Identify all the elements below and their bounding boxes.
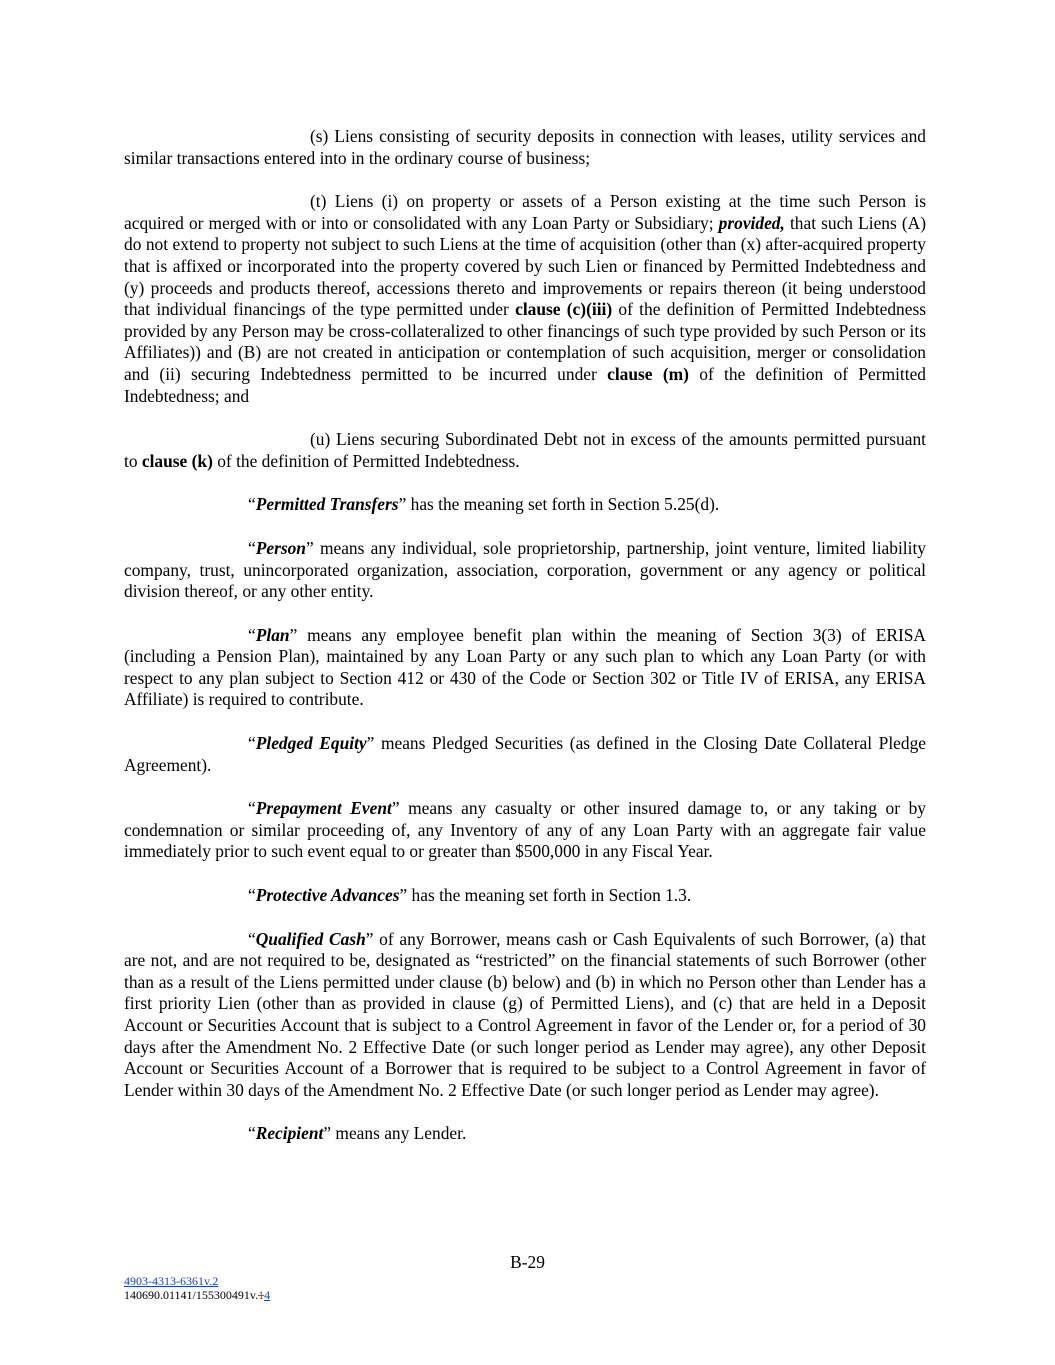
open-quote: “ (248, 537, 256, 558)
open-quote: “ (248, 798, 256, 819)
definition-text: ” means Pledged Securities (as defined in the Closing Date Collateral Pledge Agreement). (124, 733, 926, 775)
term-prepayment-event: Prepayment Event (255, 798, 392, 819)
clause-s-text: (s) Liens consisting of security deposits in connection with leases, utility services and similar transactions entered into in the ordinary course of business; (124, 126, 926, 168)
clause-t-part1: (t) Liens (i) on property or assets of a Person existing at the time such Person is acquired or merged with or into or consolidated with any Loan Party or Subsidiary; (124, 191, 926, 233)
definition-text: ” means any Lender. (323, 1123, 467, 1144)
clause-t (124, 191, 926, 407)
definition-text: ” means any individual, sole proprietorship, partnership, joint venture, limited liability company, trust, unincorporated organization, association, corporation, government or any agency or political division thereof, or any other entity. (124, 537, 926, 602)
definition-text: ” of any Borrower, means cash or Cash Equivalents of such Borrower, (a) that are not, and are not required to be, designated as “restricted” on the financial statements of such Borrower (other than as a result of the Liens permitted under clause (b) below) and (b) in which no Person other than Lender has a first priority Lien (other than as provided in clause (g) of Permitted Liens), and (c) that are held in a Deposit Account or Securities Account that is subject to a Control Agreement in favor of the Lender or, for a period of 30 days after the Amendment No. 2 Effective Date (or such longer period as Lender may agree), any other Deposit Account or Securities Account of a Borrower that is required to be subject to a Control Agreement in favor of Lender within 30 days of the Amendment No. 2 Effective Date (or such longer period as Lender may agree). (124, 928, 926, 1100)
clause-u-part2: of the definition of Permitted Indebtedness. (212, 450, 520, 471)
clause-t-part3: of the definition of Permitted Indebtedness provided by any Person may be cross-collateralized to other financings of such type provided by such Person or its Affiliates)) and (B) are not created in anticipation or contemplation of such acquisition, merger or consolidation and (ii) securing Indebtedness permitted to be incurred under (124, 299, 927, 384)
definition-prepayment-event (124, 798, 926, 863)
term-pledged-equity: Pledged Equity (255, 733, 367, 754)
open-quote: “ (248, 1123, 256, 1144)
doc-id-primary: 4903-4313-6361v.2 (124, 1274, 219, 1288)
definition-protective-advances (124, 885, 926, 907)
doc-id-prefix: 140690.01141/155300491v. (124, 1288, 259, 1302)
clause-t-provided: provided, (718, 212, 785, 233)
clause-s (124, 126, 926, 169)
clause-t-part2: that such Liens (A) do not extend to property not subject to such Liens at the time of acquisition (other than (x) after-acquired property that is affixed or incorporated into the property covered by such Lien or financed by Permitted Indebtedness and (y) proceeds and products thereof, accessions thereto and improvements or repairs thereon (it being understood that individual financings of the type permitted under (124, 212, 926, 320)
definition-qualified-cash (124, 929, 926, 1102)
open-quote: “ (248, 733, 256, 754)
definition-permitted-transfers (124, 494, 926, 516)
term-qualified-cash: Qualified Cash (255, 928, 366, 949)
definition-pledged-equity (124, 733, 926, 776)
open-quote: “ (248, 624, 256, 645)
definition-recipient (124, 1123, 926, 1145)
document-body (124, 126, 926, 1167)
clause-t-part4: of the definition of Permitted Indebtedness; and (124, 363, 927, 406)
term-permitted-transfers: Permitted Transfers (255, 494, 399, 515)
term-protective-advances: Protective Advances (255, 885, 400, 906)
clause-t-ref1: clause (c)(iii) (515, 299, 613, 320)
definition-text: ” means any casualty or other insured damage to, or any taking or by condemnation or similar proceeding of, any Inventory of any of any Loan Party with an aggregate fair value immediately prior to such event equal to or greater than $500,000 in any Fiscal Year. (124, 798, 927, 862)
clause-u-ref: clause (k) (141, 450, 213, 471)
clause-u-part1: (u) Liens securing Subordinated Debt not in excess of the amounts permitted pursuant to (124, 429, 926, 471)
open-quote: “ (248, 885, 256, 906)
version-inserted: 4 (264, 1288, 271, 1302)
doc-id-secondary (124, 1288, 270, 1302)
clause-t-ref2: clause (m) (607, 363, 689, 384)
clause-u (124, 429, 926, 472)
term-person: Person (255, 537, 306, 558)
version-deleted: 1 (258, 1288, 265, 1302)
definition-text: ” means any employee benefit plan within the meaning of Section 3(3) of ERISA (including a Pension Plan), maintained by any Loan Party or any such plan to which any Loan Party (or with respect to any plan subject to Section 412 or 430 of the Code or Section 302 or Title IV of ERISA, any ERISA Affiliate) is required to contribute. (124, 624, 926, 710)
footer-doc-ids (124, 1274, 270, 1302)
term-plan: Plan (255, 624, 290, 645)
open-quote: “ (248, 928, 256, 949)
definition-plan (124, 625, 926, 711)
open-quote: “ (248, 494, 256, 515)
page-number: B-29 (510, 1252, 545, 1272)
term-recipient: Recipient (255, 1123, 324, 1144)
definition-text: ” has the meaning set forth in Section 1.3. (399, 885, 692, 906)
definition-text: ” has the meaning set forth in Section 5.25(d). (398, 494, 720, 515)
definition-person (124, 538, 926, 603)
